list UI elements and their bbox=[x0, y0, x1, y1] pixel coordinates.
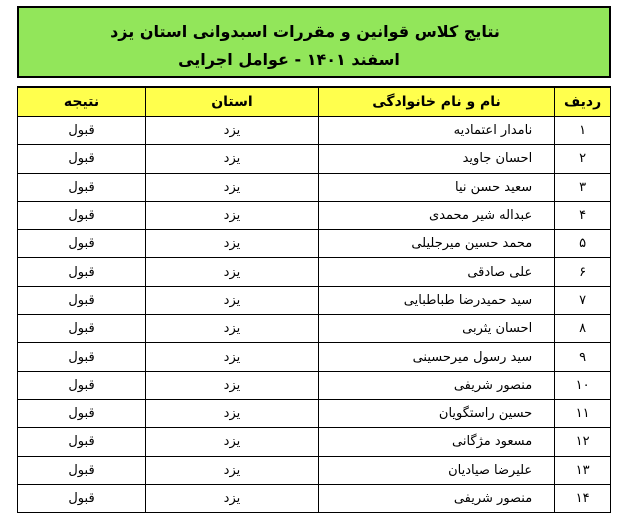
person-name: سعید حسن نیا bbox=[318, 173, 554, 201]
table-row bbox=[18, 484, 611, 512]
province-cell: یزد bbox=[146, 484, 319, 512]
person-name: سید رسول میرحسینی bbox=[318, 343, 554, 371]
table-row bbox=[18, 456, 611, 484]
table-row bbox=[18, 230, 611, 258]
province-cell: یزد bbox=[146, 201, 319, 229]
result-cell: قبول bbox=[18, 343, 146, 371]
province-cell: یزد bbox=[146, 315, 319, 343]
person-name: علی صادقی bbox=[318, 258, 554, 286]
page-subtitle: اسفند ۱۴۰۱ - عوامل اجرایی bbox=[178, 50, 400, 69]
result-cell: قبول bbox=[18, 456, 146, 484]
title-box bbox=[17, 6, 611, 78]
province-cell: یزد bbox=[146, 456, 319, 484]
table-row bbox=[18, 117, 611, 145]
table-row bbox=[18, 145, 611, 173]
table-row bbox=[18, 428, 611, 456]
results-table bbox=[17, 86, 611, 513]
page-title: نتایج کلاس قوانین و مقررات اسبدوانی استان یزد bbox=[110, 22, 500, 41]
row-number: ۱۰ bbox=[555, 371, 611, 399]
result-cell: قبول bbox=[18, 399, 146, 427]
table-header-row bbox=[18, 87, 611, 117]
province-cell: یزد bbox=[146, 117, 319, 145]
result-cell: قبول bbox=[18, 145, 146, 173]
province-cell: یزد bbox=[146, 343, 319, 371]
province-cell: یزد bbox=[146, 173, 319, 201]
column-header-row: ردیف bbox=[555, 87, 611, 117]
row-number: ۱۱ bbox=[555, 399, 611, 427]
result-cell: قبول bbox=[18, 230, 146, 258]
result-cell: قبول bbox=[18, 258, 146, 286]
person-name: عبداله شیر محمدی bbox=[318, 201, 554, 229]
result-cell: قبول bbox=[18, 428, 146, 456]
row-number: ۲ bbox=[555, 145, 611, 173]
row-number: ۹ bbox=[555, 343, 611, 371]
row-number: ۵ bbox=[555, 230, 611, 258]
province-cell: یزد bbox=[146, 230, 319, 258]
row-number: ۸ bbox=[555, 315, 611, 343]
province-cell: یزد bbox=[146, 371, 319, 399]
province-cell: یزد bbox=[146, 399, 319, 427]
table-row bbox=[18, 343, 611, 371]
province-cell: یزد bbox=[146, 145, 319, 173]
person-name: منصور شریفی bbox=[318, 484, 554, 512]
province-cell: یزد bbox=[146, 428, 319, 456]
person-name: احسان یثربی bbox=[318, 315, 554, 343]
row-number: ۶ bbox=[555, 258, 611, 286]
row-number: ۱۴ bbox=[555, 484, 611, 512]
table-row bbox=[18, 399, 611, 427]
row-number: ۷ bbox=[555, 286, 611, 314]
table-row bbox=[18, 371, 611, 399]
person-name: نامدار اعتمادیه bbox=[318, 117, 554, 145]
person-name: محمد حسین میرجلیلی bbox=[318, 230, 554, 258]
row-number: ۱۳ bbox=[555, 456, 611, 484]
column-header-name: نام و نام خانوادگی bbox=[318, 87, 554, 117]
person-name: منصور شریفی bbox=[318, 371, 554, 399]
column-header-province: استان bbox=[146, 87, 319, 117]
result-cell: قبول bbox=[18, 117, 146, 145]
person-name: سید حمیدرضا طباطبایی bbox=[318, 286, 554, 314]
column-header-result: نتیجه bbox=[18, 87, 146, 117]
result-cell: قبول bbox=[18, 173, 146, 201]
person-name: حسین راستگویان bbox=[318, 399, 554, 427]
table-row bbox=[18, 286, 611, 314]
person-name: احسان جاوید bbox=[318, 145, 554, 173]
province-cell: یزد bbox=[146, 258, 319, 286]
result-cell: قبول bbox=[18, 484, 146, 512]
result-cell: قبول bbox=[18, 315, 146, 343]
table-row bbox=[18, 315, 611, 343]
table-row bbox=[18, 201, 611, 229]
person-name: مسعود مژگانی bbox=[318, 428, 554, 456]
result-cell: قبول bbox=[18, 201, 146, 229]
row-number: ۳ bbox=[555, 173, 611, 201]
row-number: ۱۲ bbox=[555, 428, 611, 456]
row-number: ۱ bbox=[555, 117, 611, 145]
table-row bbox=[18, 173, 611, 201]
result-cell: قبول bbox=[18, 286, 146, 314]
table-body bbox=[18, 117, 611, 513]
result-cell: قبول bbox=[18, 371, 146, 399]
row-number: ۴ bbox=[555, 201, 611, 229]
person-name: علیرضا صیادیان bbox=[318, 456, 554, 484]
province-cell: یزد bbox=[146, 286, 319, 314]
table-row bbox=[18, 258, 611, 286]
